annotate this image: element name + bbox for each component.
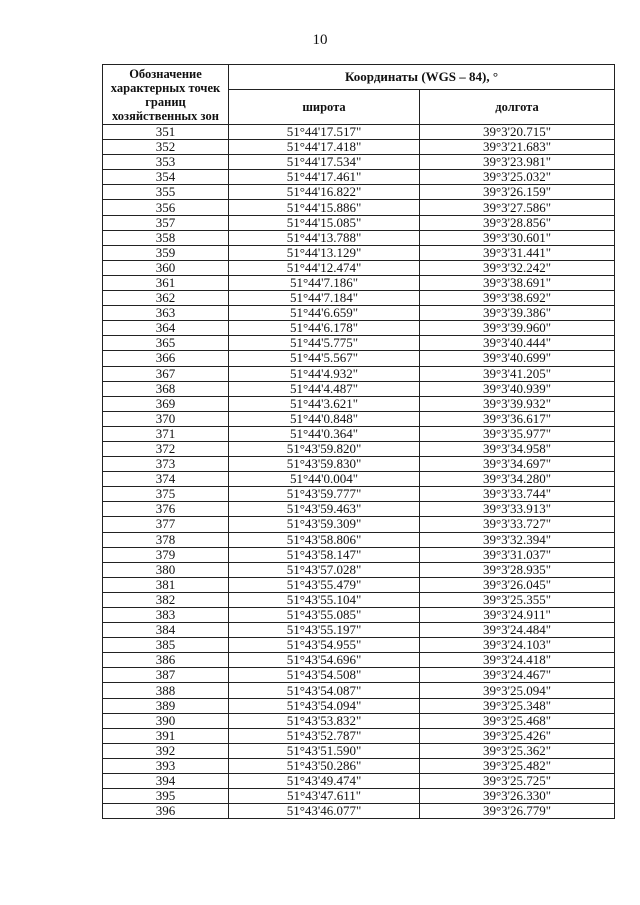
longitude-cell: 39°3'25.482" bbox=[420, 758, 615, 773]
point-number-cell: 365 bbox=[103, 336, 229, 351]
point-number-cell: 379 bbox=[103, 547, 229, 562]
point-number-cell: 374 bbox=[103, 472, 229, 487]
latitude-header: широта bbox=[229, 90, 420, 125]
longitude-cell: 39°3'25.426" bbox=[420, 728, 615, 743]
longitude-cell: 39°3'32.394" bbox=[420, 532, 615, 547]
longitude-cell: 39°3'25.362" bbox=[420, 743, 615, 758]
table-row bbox=[103, 170, 615, 185]
latitude-cell: 51°44'0.848" bbox=[229, 411, 420, 426]
table-row bbox=[103, 321, 615, 336]
point-number-cell: 360 bbox=[103, 260, 229, 275]
latitude-cell: 51°43'54.087" bbox=[229, 683, 420, 698]
table-body bbox=[103, 125, 615, 819]
table-row bbox=[103, 623, 615, 638]
point-number-cell: 371 bbox=[103, 426, 229, 441]
table-row bbox=[103, 125, 615, 140]
table-row bbox=[103, 804, 615, 819]
longitude-cell: 39°3'25.094" bbox=[420, 683, 615, 698]
latitude-cell: 51°44'17.534" bbox=[229, 155, 420, 170]
latitude-cell: 51°43'55.085" bbox=[229, 608, 420, 623]
table-row bbox=[103, 200, 615, 215]
longitude-cell: 39°3'24.103" bbox=[420, 638, 615, 653]
table-row bbox=[103, 592, 615, 607]
longitude-cell: 39°3'34.280" bbox=[420, 472, 615, 487]
latitude-cell: 51°43'50.286" bbox=[229, 758, 420, 773]
point-number-cell: 363 bbox=[103, 306, 229, 321]
table-row bbox=[103, 517, 615, 532]
longitude-cell: 39°3'21.683" bbox=[420, 140, 615, 155]
latitude-cell: 51°44'17.517" bbox=[229, 125, 420, 140]
latitude-cell: 51°43'59.309" bbox=[229, 517, 420, 532]
longitude-cell: 39°3'39.960" bbox=[420, 321, 615, 336]
latitude-cell: 51°43'46.077" bbox=[229, 804, 420, 819]
longitude-cell: 39°3'38.692" bbox=[420, 291, 615, 306]
latitude-cell: 51°44'5.567" bbox=[229, 351, 420, 366]
point-number-cell: 394 bbox=[103, 774, 229, 789]
longitude-cell: 39°3'25.725" bbox=[420, 774, 615, 789]
latitude-cell: 51°44'4.932" bbox=[229, 366, 420, 381]
table-row bbox=[103, 291, 615, 306]
longitude-cell: 39°3'40.939" bbox=[420, 381, 615, 396]
table-row bbox=[103, 260, 615, 275]
point-number-cell: 372 bbox=[103, 441, 229, 456]
longitude-cell: 39°3'27.586" bbox=[420, 200, 615, 215]
longitude-cell: 39°3'23.981" bbox=[420, 155, 615, 170]
point-number-cell: 359 bbox=[103, 245, 229, 260]
table-row bbox=[103, 532, 615, 547]
latitude-cell: 51°43'51.590" bbox=[229, 743, 420, 758]
point-number-cell: 385 bbox=[103, 638, 229, 653]
point-number-cell: 383 bbox=[103, 608, 229, 623]
latitude-cell: 51°44'17.461" bbox=[229, 170, 420, 185]
longitude-cell: 39°3'26.779" bbox=[420, 804, 615, 819]
table-row bbox=[103, 758, 615, 773]
table-row bbox=[103, 381, 615, 396]
point-number-cell: 376 bbox=[103, 502, 229, 517]
latitude-cell: 51°44'0.004" bbox=[229, 472, 420, 487]
longitude-cell: 39°3'26.330" bbox=[420, 789, 615, 804]
table-row bbox=[103, 743, 615, 758]
latitude-cell: 51°43'59.830" bbox=[229, 457, 420, 472]
latitude-cell: 51°44'15.886" bbox=[229, 200, 420, 215]
longitude-cell: 39°3'20.715" bbox=[420, 125, 615, 140]
table-header bbox=[103, 65, 615, 125]
longitude-cell: 39°3'39.386" bbox=[420, 306, 615, 321]
point-number-cell: 358 bbox=[103, 230, 229, 245]
point-number-cell: 381 bbox=[103, 577, 229, 592]
latitude-cell: 51°43'52.787" bbox=[229, 728, 420, 743]
latitude-cell: 51°43'55.197" bbox=[229, 623, 420, 638]
latitude-cell: 51°43'54.094" bbox=[229, 698, 420, 713]
point-number-cell: 351 bbox=[103, 125, 229, 140]
latitude-cell: 51°43'54.508" bbox=[229, 668, 420, 683]
latitude-cell: 51°44'13.788" bbox=[229, 230, 420, 245]
longitude-cell: 39°3'25.355" bbox=[420, 592, 615, 607]
table-row bbox=[103, 155, 615, 170]
longitude-cell: 39°3'30.601" bbox=[420, 230, 615, 245]
point-number-cell: 387 bbox=[103, 668, 229, 683]
longitude-cell: 39°3'26.045" bbox=[420, 577, 615, 592]
latitude-cell: 51°44'7.184" bbox=[229, 291, 420, 306]
point-number-cell: 373 bbox=[103, 457, 229, 472]
point-number-cell: 354 bbox=[103, 170, 229, 185]
point-number-cell: 367 bbox=[103, 366, 229, 381]
table-row bbox=[103, 411, 615, 426]
point-number-cell: 389 bbox=[103, 698, 229, 713]
table-row bbox=[103, 245, 615, 260]
table-row bbox=[103, 653, 615, 668]
longitude-cell: 39°3'41.205" bbox=[420, 366, 615, 381]
point-number-cell: 393 bbox=[103, 758, 229, 773]
longitude-cell: 39°3'24.911" bbox=[420, 608, 615, 623]
longitude-cell: 39°3'24.418" bbox=[420, 653, 615, 668]
table-row bbox=[103, 457, 615, 472]
longitude-cell: 39°3'31.037" bbox=[420, 547, 615, 562]
point-number-cell: 364 bbox=[103, 321, 229, 336]
point-number-cell: 392 bbox=[103, 743, 229, 758]
latitude-cell: 51°44'13.129" bbox=[229, 245, 420, 260]
table-row bbox=[103, 306, 615, 321]
longitude-cell: 39°3'25.468" bbox=[420, 713, 615, 728]
table-row bbox=[103, 230, 615, 245]
point-number-cell: 391 bbox=[103, 728, 229, 743]
table-row bbox=[103, 789, 615, 804]
latitude-cell: 51°43'49.474" bbox=[229, 774, 420, 789]
longitude-cell: 39°3'26.159" bbox=[420, 185, 615, 200]
longitude-cell: 39°3'40.699" bbox=[420, 351, 615, 366]
longitude-cell: 39°3'25.032" bbox=[420, 170, 615, 185]
latitude-cell: 51°43'58.806" bbox=[229, 532, 420, 547]
latitude-cell: 51°44'3.621" bbox=[229, 396, 420, 411]
point-number-cell: 362 bbox=[103, 291, 229, 306]
point-number-cell: 384 bbox=[103, 623, 229, 638]
latitude-cell: 51°43'59.463" bbox=[229, 502, 420, 517]
table-row bbox=[103, 215, 615, 230]
latitude-cell: 51°43'47.611" bbox=[229, 789, 420, 804]
table-row bbox=[103, 638, 615, 653]
point-number-cell: 380 bbox=[103, 562, 229, 577]
table-row bbox=[103, 487, 615, 502]
latitude-cell: 51°43'55.104" bbox=[229, 592, 420, 607]
table-row bbox=[103, 774, 615, 789]
table-row bbox=[103, 698, 615, 713]
longitude-cell: 39°3'35.977" bbox=[420, 426, 615, 441]
longitude-cell: 39°3'24.467" bbox=[420, 668, 615, 683]
table-row bbox=[103, 472, 615, 487]
point-number-cell: 356 bbox=[103, 200, 229, 215]
latitude-cell: 51°44'6.178" bbox=[229, 321, 420, 336]
table-row bbox=[103, 713, 615, 728]
table-row bbox=[103, 562, 615, 577]
latitude-cell: 51°44'7.186" bbox=[229, 275, 420, 290]
point-number-cell: 386 bbox=[103, 653, 229, 668]
point-number-cell: 388 bbox=[103, 683, 229, 698]
longitude-cell: 39°3'34.697" bbox=[420, 457, 615, 472]
zone-points-header: Обозначение характерных точек границ хозяйственных зон bbox=[103, 65, 229, 125]
latitude-cell: 51°44'12.474" bbox=[229, 260, 420, 275]
table-row bbox=[103, 608, 615, 623]
point-number-cell: 368 bbox=[103, 381, 229, 396]
page-number: 10 bbox=[312, 32, 328, 48]
table-row bbox=[103, 441, 615, 456]
longitude-cell: 39°3'38.691" bbox=[420, 275, 615, 290]
latitude-cell: 51°43'59.820" bbox=[229, 441, 420, 456]
longitude-header: долгота bbox=[420, 90, 615, 125]
table-row bbox=[103, 577, 615, 592]
point-number-cell: 396 bbox=[103, 804, 229, 819]
table-row bbox=[103, 351, 615, 366]
longitude-cell: 39°3'39.932" bbox=[420, 396, 615, 411]
latitude-cell: 51°44'17.418" bbox=[229, 140, 420, 155]
latitude-cell: 51°43'59.777" bbox=[229, 487, 420, 502]
coordinates-table bbox=[102, 64, 615, 819]
latitude-cell: 51°43'54.696" bbox=[229, 653, 420, 668]
longitude-cell: 39°3'33.744" bbox=[420, 487, 615, 502]
table-row bbox=[103, 683, 615, 698]
latitude-cell: 51°44'4.487" bbox=[229, 381, 420, 396]
latitude-cell: 51°44'16.822" bbox=[229, 185, 420, 200]
latitude-cell: 51°43'55.479" bbox=[229, 577, 420, 592]
point-number-cell: 378 bbox=[103, 532, 229, 547]
table-row bbox=[103, 366, 615, 381]
table-row bbox=[103, 336, 615, 351]
table-row bbox=[103, 547, 615, 562]
latitude-cell: 51°44'15.085" bbox=[229, 215, 420, 230]
table-row bbox=[103, 728, 615, 743]
point-number-cell: 366 bbox=[103, 351, 229, 366]
point-number-cell: 395 bbox=[103, 789, 229, 804]
longitude-cell: 39°3'28.856" bbox=[420, 215, 615, 230]
point-number-cell: 353 bbox=[103, 155, 229, 170]
latitude-cell: 51°43'58.147" bbox=[229, 547, 420, 562]
latitude-cell: 51°44'0.364" bbox=[229, 426, 420, 441]
table-row bbox=[103, 396, 615, 411]
latitude-cell: 51°43'57.028" bbox=[229, 562, 420, 577]
table-row bbox=[103, 275, 615, 290]
latitude-cell: 51°44'5.775" bbox=[229, 336, 420, 351]
point-number-cell: 370 bbox=[103, 411, 229, 426]
point-number-cell: 369 bbox=[103, 396, 229, 411]
longitude-cell: 39°3'25.348" bbox=[420, 698, 615, 713]
longitude-cell: 39°3'28.935" bbox=[420, 562, 615, 577]
point-number-cell: 390 bbox=[103, 713, 229, 728]
longitude-cell: 39°3'24.484" bbox=[420, 623, 615, 638]
point-number-cell: 361 bbox=[103, 275, 229, 290]
longitude-cell: 39°3'34.958" bbox=[420, 441, 615, 456]
longitude-cell: 39°3'33.727" bbox=[420, 517, 615, 532]
table-row bbox=[103, 426, 615, 441]
point-number-cell: 355 bbox=[103, 185, 229, 200]
longitude-cell: 39°3'31.441" bbox=[420, 245, 615, 260]
point-number-cell: 382 bbox=[103, 592, 229, 607]
table-row bbox=[103, 185, 615, 200]
point-number-cell: 352 bbox=[103, 140, 229, 155]
longitude-cell: 39°3'33.913" bbox=[420, 502, 615, 517]
latitude-cell: 51°43'53.832" bbox=[229, 713, 420, 728]
table-row bbox=[103, 502, 615, 517]
coordinates-header: Координаты (WGS – 84), ° bbox=[229, 65, 615, 90]
longitude-cell: 39°3'40.444" bbox=[420, 336, 615, 351]
latitude-cell: 51°44'6.659" bbox=[229, 306, 420, 321]
point-number-cell: 357 bbox=[103, 215, 229, 230]
table-row bbox=[103, 668, 615, 683]
longitude-cell: 39°3'36.617" bbox=[420, 411, 615, 426]
point-number-cell: 377 bbox=[103, 517, 229, 532]
point-number-cell: 375 bbox=[103, 487, 229, 502]
longitude-cell: 39°3'32.242" bbox=[420, 260, 615, 275]
latitude-cell: 51°43'54.955" bbox=[229, 638, 420, 653]
table-row bbox=[103, 140, 615, 155]
